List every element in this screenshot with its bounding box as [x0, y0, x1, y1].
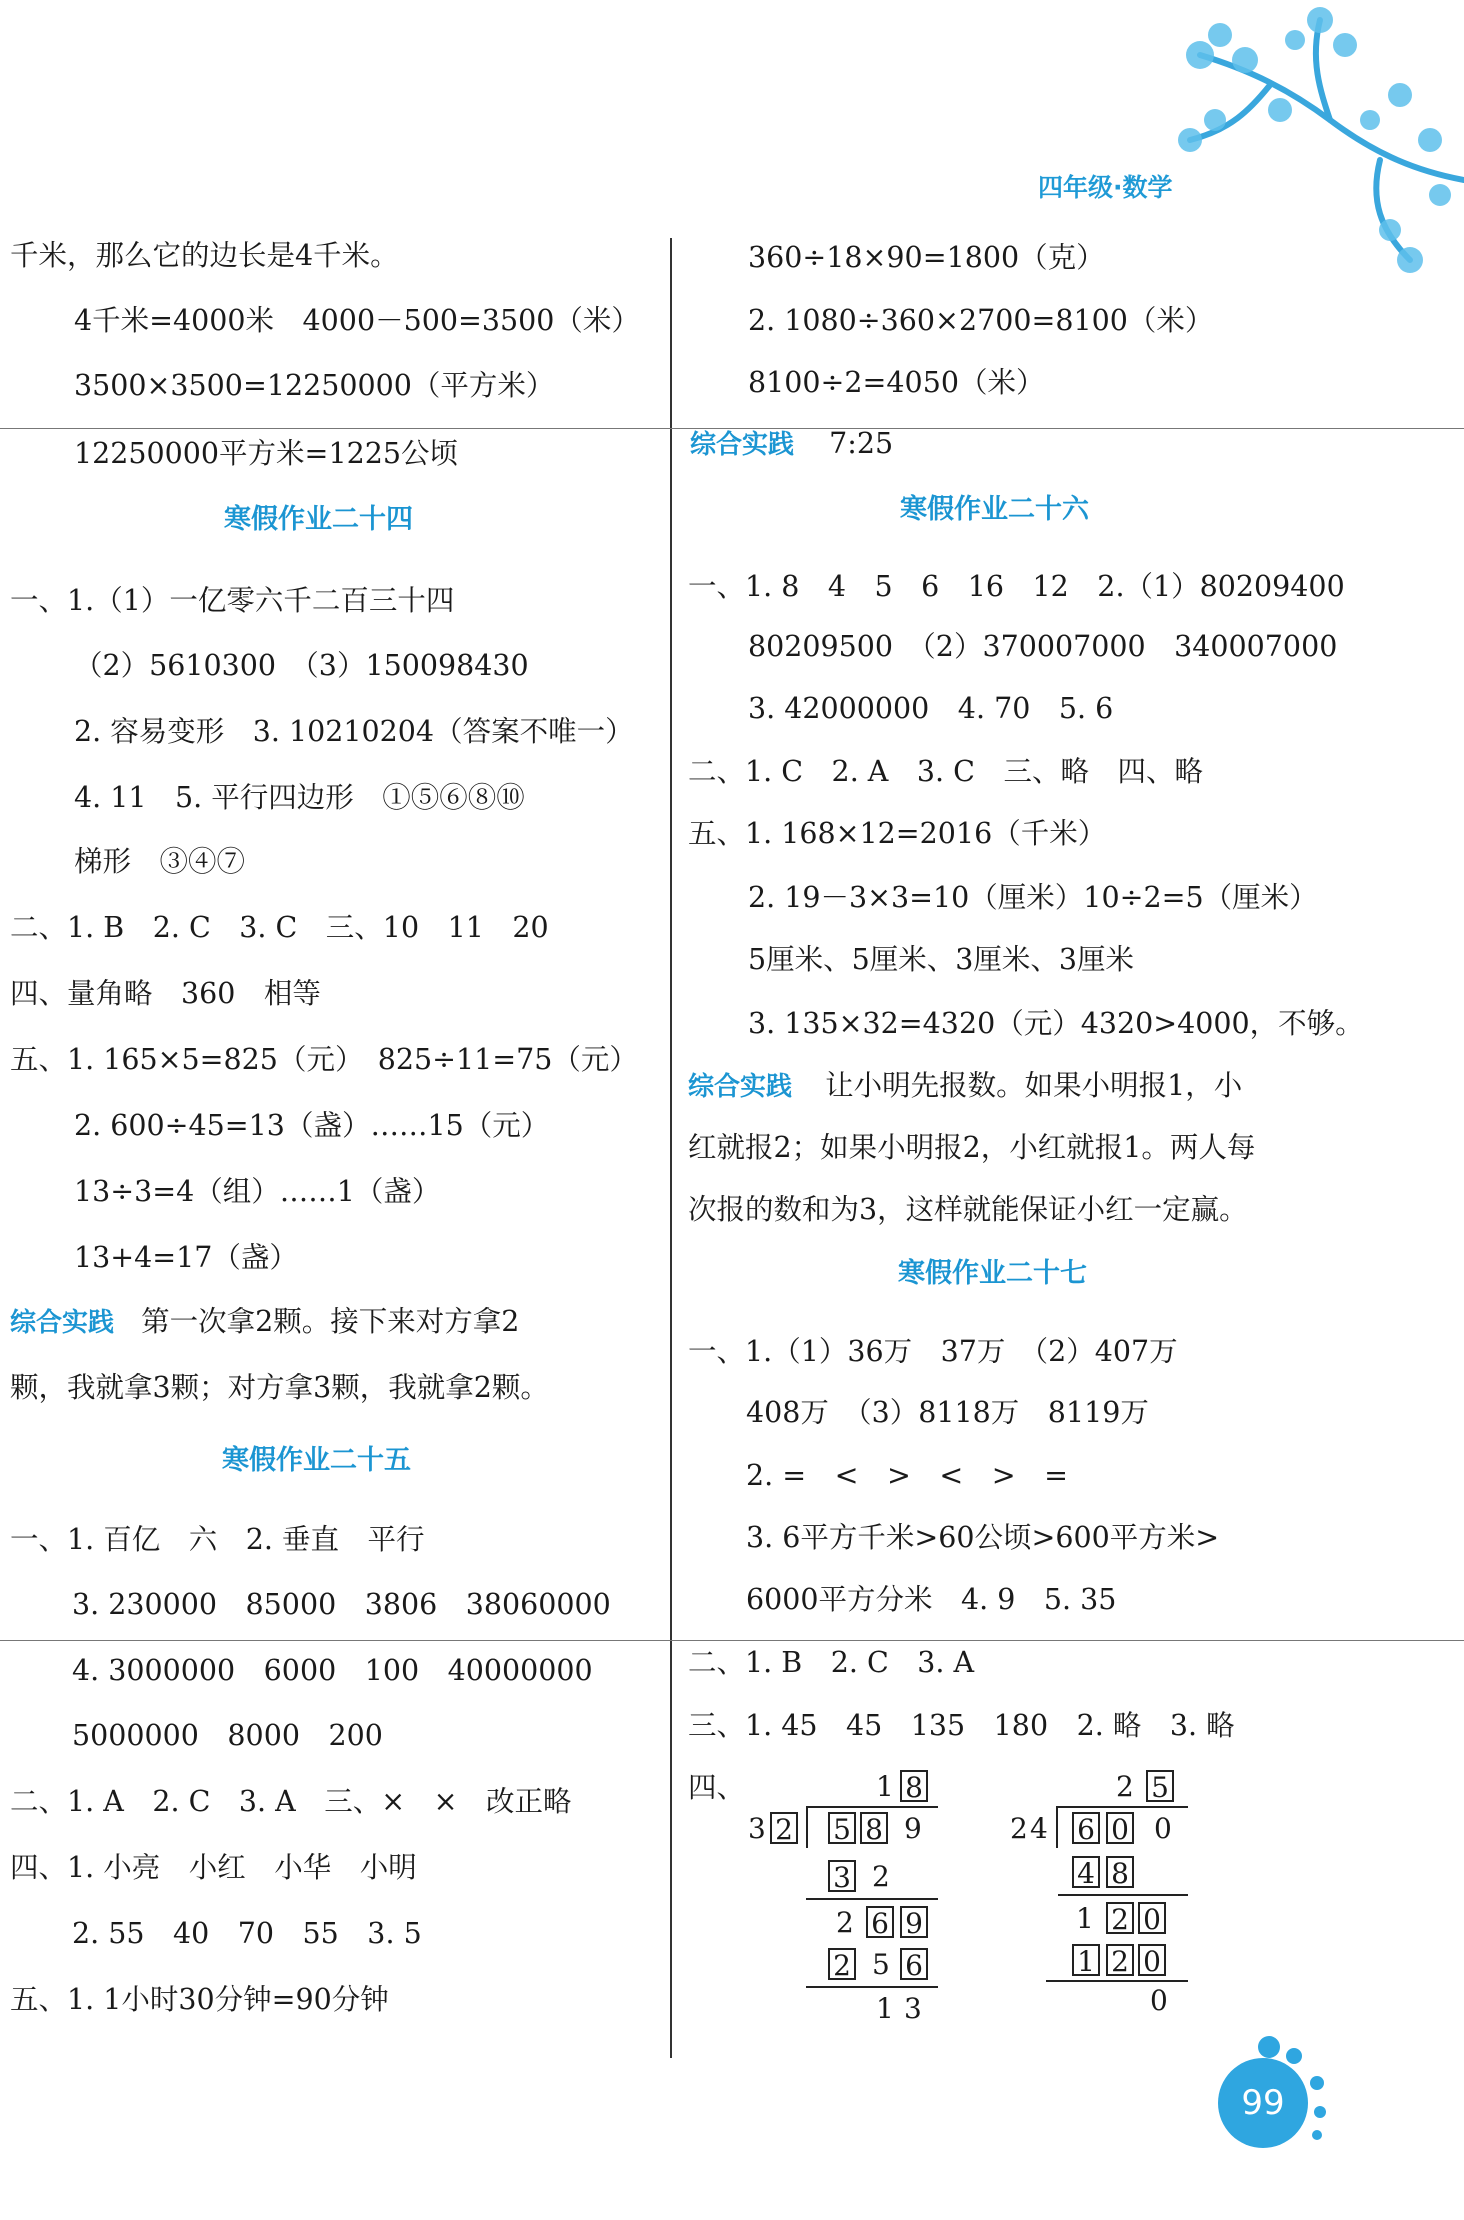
- step-digit-box: 8: [1106, 1856, 1134, 1888]
- step-digit-box: 2: [828, 1948, 856, 1980]
- remainder-digit-box: 9: [900, 1906, 928, 1938]
- practice-text: 7:25: [829, 427, 894, 460]
- answer-line: 360÷18×90=1800（克）: [748, 241, 1105, 274]
- answer-line: （2）5610300 （3）150098430: [74, 649, 529, 682]
- answer-line: 四、: [688, 1771, 746, 1804]
- answer-line: 6000平方分米 4. 9 5. 35: [746, 1583, 1117, 1616]
- step-digit: 5: [872, 1948, 890, 1981]
- answer-line: 一、1.（1）一亿零六千二百三十四: [10, 584, 455, 617]
- divisor-digit: 3: [748, 1812, 766, 1845]
- dividend-digit: 9: [904, 1812, 922, 1845]
- answer-line: 3500×3500=12250000（平方米）: [74, 369, 555, 402]
- quotient-digit: 2: [1116, 1770, 1134, 1803]
- subtraction-bar: [1046, 1980, 1188, 1982]
- answer-line: 梯形 ③④⑦: [74, 845, 246, 878]
- answer-line: 五、1. 165×5=825（元） 825÷11=75（元）: [10, 1043, 638, 1076]
- practice-line: [690, 424, 893, 465]
- answer-line: 次报的数和为3，这样就能保证小红一定赢。: [688, 1193, 1248, 1226]
- practice-tag: 综合实践: [690, 430, 795, 460]
- answer-line: 2. 600÷45=13（盏）……15（元）: [74, 1109, 550, 1142]
- dividend-digit: 0: [1154, 1812, 1172, 1845]
- section-heading: 寒假作业二十四: [224, 504, 413, 535]
- remainder-digit: 1: [1076, 1902, 1094, 1935]
- step-digit-box: 4: [1072, 1856, 1100, 1888]
- column-divider: [670, 238, 672, 2058]
- answer-line: 三、1. 45 45 135 180 2. 略 3. 略: [688, 1709, 1235, 1742]
- subtraction-bar: [1058, 1894, 1188, 1896]
- remainder-digit-box: 0: [1138, 1902, 1166, 1934]
- answer-line: 2. 容易变形 3. 10210204（答案不唯一）: [74, 715, 634, 748]
- step-digit-box: 1: [1072, 1944, 1100, 1976]
- section-heading: 寒假作业二十七: [898, 1258, 1087, 1289]
- answer-line: 五、1. 1小时30分钟=90分钟: [10, 1983, 389, 2016]
- answer-line: 3. 135×32=4320（元）4320>4000，不够。: [748, 1007, 1364, 1040]
- answer-line: 80209500 （2）370007000 340007000: [748, 630, 1338, 663]
- subtraction-bar: [806, 1986, 938, 1988]
- grade-subject-label: 四年级·数学: [1038, 173, 1173, 202]
- scan-line-bottom: [0, 1640, 1464, 1641]
- answer-line: 13+4=17（盏）: [74, 1241, 298, 1274]
- practice-tag: 综合实践: [10, 1308, 115, 1338]
- plum-blossom-branch-illustration: [1080, 0, 1464, 290]
- answer-line: 5000000 8000 200: [72, 1719, 383, 1752]
- page-number: 99: [1218, 2058, 1308, 2148]
- dividend-digit-box: 6: [1072, 1812, 1100, 1844]
- division-bracket: [806, 1806, 808, 1848]
- decor-dot: [1312, 2130, 1322, 2140]
- answer-line: 颗，我就拿3颗；对方拿3颗，我就拿2颗。: [10, 1371, 549, 1404]
- division-bracket: [1056, 1806, 1058, 1848]
- answer-line: 3. 6平方千米>60公顷>600平方米>: [746, 1521, 1220, 1554]
- answer-line: 4. 11 5. 平行四边形 ①⑤⑥⑧⑩: [74, 781, 525, 814]
- quotient-digit: 1: [876, 1770, 894, 1803]
- answer-line: 2. 19－3×3=10（厘米）10÷2=5（厘米）: [748, 881, 1318, 914]
- answer-line: 3. 42000000 4. 70 5. 6: [748, 692, 1114, 725]
- divisor-digit: 4: [1030, 1812, 1048, 1845]
- subtraction-bar: [806, 1898, 938, 1900]
- long-division-1: [740, 1770, 980, 2030]
- decor-dot: [1258, 2036, 1280, 2058]
- remainder-digit: 2: [836, 1906, 854, 1939]
- practice-line: [10, 1302, 519, 1343]
- answer-line: 2. 55 40 70 55 3. 5: [72, 1917, 422, 1950]
- section-heading: 寒假作业二十六: [900, 494, 1089, 525]
- answer-line: 二、1. B 2. C 3. A: [688, 1646, 975, 1679]
- remainder-digit-box: 2: [1106, 1902, 1134, 1934]
- answer-line: 二、1. A 2. C 3. A 三、× × 改正略: [10, 1785, 572, 1818]
- divisor-digit-box: 2: [770, 1812, 798, 1844]
- answer-line: 一、1. 百亿 六 2. 垂直 平行: [10, 1523, 425, 1556]
- answer-line: 13÷3=4（组）……1（盏）: [74, 1175, 441, 1208]
- step-digit-box: 0: [1138, 1944, 1166, 1976]
- dividend-digit-box: 0: [1106, 1812, 1134, 1844]
- practice-text: 第一次拿2颗。接下来对方拿2: [141, 1305, 520, 1338]
- division-top-bar: [808, 1806, 938, 1808]
- dividend-digit-box: 5: [828, 1812, 856, 1844]
- final-remainder-digit: 0: [1150, 1984, 1168, 2017]
- answer-line: 一、1. 8 4 5 6 16 12 2.（1）80209400: [688, 570, 1345, 603]
- decor-dot: [1314, 2106, 1326, 2118]
- answer-line: 四、量角略 360 相等: [10, 977, 321, 1010]
- step-digit-box: 3: [828, 1860, 856, 1892]
- answer-line: 12250000平方米=1225公顷: [74, 437, 458, 470]
- practice-tag: 综合实践: [688, 1072, 793, 1102]
- practice-line: [688, 1066, 1242, 1107]
- answer-line: 2. 1080÷360×2700=8100（米）: [748, 304, 1214, 337]
- quotient-digit-box: 8: [900, 1770, 928, 1802]
- answer-line: 3. 230000 85000 3806 38060000: [72, 1588, 611, 1621]
- remainder-digit-box: 6: [866, 1906, 894, 1938]
- answer-line: 红就报2；如果小明报2，小红就报1。两人每: [688, 1131, 1256, 1164]
- answer-line: 千米，那么它的边长是4千米。: [10, 239, 399, 272]
- step-digit-box: 2: [1106, 1944, 1134, 1976]
- quotient-digit-box: 5: [1146, 1770, 1174, 1802]
- answer-line: 408万 （3）8118万 8119万: [746, 1396, 1149, 1429]
- decor-dot: [1286, 2048, 1302, 2064]
- answer-line: 5厘米、5厘米、3厘米、3厘米: [748, 943, 1135, 976]
- section-heading: 寒假作业二十五: [222, 1445, 411, 1476]
- answer-line: 四、1. 小亮 小红 小华 小明: [10, 1851, 417, 1884]
- answer-line: 8100÷2=4050（米）: [748, 366, 1045, 399]
- final-remainder-digit: 1: [876, 1992, 894, 2025]
- step-digit: 2: [872, 1860, 890, 1893]
- dividend-digit-box: 8: [860, 1812, 888, 1844]
- answer-line: 五、1. 168×12=2016（千米）: [688, 817, 1107, 850]
- answer-line: 2. = < > < > =: [746, 1459, 1069, 1492]
- decor-dot: [1310, 2076, 1324, 2090]
- answer-line: 4. 3000000 6000 100 40000000: [72, 1654, 593, 1687]
- answer-line: 一、1.（1）36万 37万 （2）407万: [688, 1335, 1178, 1368]
- answer-line: 二、1. B 2. C 3. C 三、10 11 20: [10, 911, 549, 944]
- divisor-digit: 2: [1010, 1812, 1028, 1845]
- long-division-2: [1010, 1770, 1250, 2030]
- answer-line: 二、1. C 2. A 3. C 三、略 四、略: [688, 755, 1203, 788]
- answer-line: 4千米=4000米 4000－500=3500（米）: [74, 304, 640, 337]
- final-remainder-digit: 3: [904, 1992, 922, 2025]
- division-top-bar: [1058, 1806, 1188, 1808]
- step-digit-box: 6: [900, 1948, 928, 1980]
- practice-text: 让小明先报数。如果小明报1，小: [825, 1069, 1243, 1102]
